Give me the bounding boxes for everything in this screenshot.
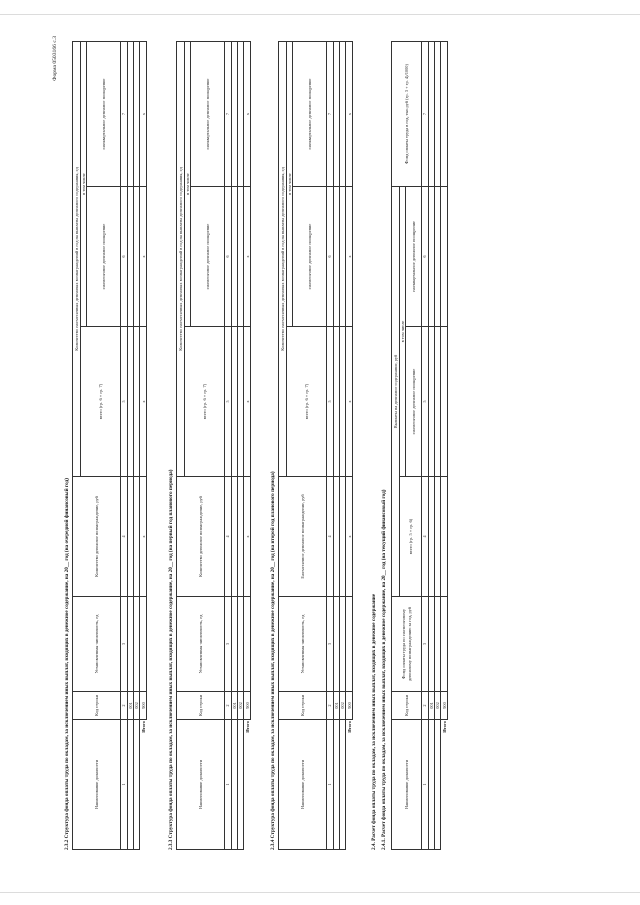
total-staff[interactable] [140, 597, 147, 692]
col-monthly-header: ежемесячное денежное поощрение [293, 187, 327, 327]
row-code: 002 [435, 692, 441, 720]
col-quarter-header: ежеквартальное денежное поощрение [406, 186, 422, 326]
table-233 [176, 41, 251, 850]
total-year[interactable] [441, 41, 448, 186]
col-staff-header: Установленная численность, ед [279, 597, 327, 692]
total-quarter[interactable] [441, 186, 448, 326]
col-code-header: Код строки [177, 692, 225, 720]
col-num: 2 [327, 692, 334, 720]
row-code: 002 [340, 692, 346, 720]
col-incl-header: в том числе [185, 42, 191, 327]
total-x: x [346, 42, 353, 187]
total-x: x [140, 477, 147, 597]
col-pay-header: Выплаты на денежное содержание, руб [392, 186, 400, 596]
total-code: 900 [140, 692, 147, 720]
col-num: 5 [327, 327, 334, 477]
col-code-header: Код строки [392, 692, 422, 720]
form-number: Форма 0503166 с.3 [52, 36, 58, 81]
col-num: 1 [422, 720, 429, 850]
col-total-header: всего (гр. 6 + гр. 7) [287, 327, 327, 477]
row-code: 001 [429, 692, 435, 720]
col-qty-header: Количество ежемесячных денежных вознаграждений в год на выплаты денежного содержания, ед [73, 42, 81, 477]
row-code: 001 [232, 692, 238, 720]
total-monthly[interactable] [441, 327, 448, 477]
col-num: 5 [422, 327, 429, 477]
section-title-232: 2.3.2 Структура фонда оплаты труда по окладам, за исключением иных выплат, входящих в денежное содержание, на 20__ год (на очередной финансовый год) [64, 478, 70, 850]
col-num: 7 [327, 42, 334, 187]
table-234 [278, 41, 353, 850]
col-monthly-header: ежемесячное денежное поощрение [87, 187, 121, 327]
col-name-header: Наименование должности [73, 720, 121, 850]
rotated-form-page [50, 30, 480, 860]
total-x: x [346, 187, 353, 327]
total-total[interactable] [441, 477, 448, 597]
row-code: 001 [334, 692, 340, 720]
total-x: x [346, 327, 353, 477]
section-title-234: 2.3.4 Структура фонда оплаты труда по окладам, за исключением иных выплат, входящих в денежное содержание, на 20__ год (на второй год планового периода) [270, 471, 276, 850]
col-name-header: Наименование должности [279, 720, 327, 850]
col-num: 5 [225, 327, 232, 477]
total-x: x [140, 42, 147, 187]
col-monthly-header: ежемесячное денежное поощрение [406, 327, 422, 477]
section-subtitle-241: 2.4.1. Расчет фонда оплаты труда по окладам, за исключением иных выплат, входящих в денежное содержание, на 20__ год (на текущий финансовый год) [381, 489, 387, 850]
col-num: 7 [121, 42, 128, 187]
col-quarter-header: ежеквартальное денежное поощрение [191, 42, 225, 187]
col-num: 2 [422, 692, 429, 720]
col-num: 1 [225, 720, 232, 850]
col-num: 4 [121, 477, 128, 597]
col-num: 1 [121, 720, 128, 850]
col-num: 6 [422, 186, 429, 326]
col-num: 4 [422, 477, 429, 597]
total-label: Итого [441, 720, 448, 850]
total-code: 900 [441, 692, 448, 720]
col-year-header: Фонд оплаты труда в год, тыс.руб (гр. 3 + гр. 4)/1000) [392, 41, 422, 186]
col-num: 2 [225, 692, 232, 720]
col-num: 3 [225, 597, 232, 692]
row-code: 002 [238, 692, 244, 720]
col-staff-header: Установленная численность, ед [177, 597, 225, 692]
total-x: x [140, 187, 147, 327]
col-num: 6 [327, 187, 334, 327]
col-total-header: всего (гр. 6 + гр. 7) [185, 327, 225, 477]
col-code-header: Код строки [73, 692, 121, 720]
col-name-header: Наименование должности [392, 720, 422, 850]
col-incl-header: в том числе [400, 186, 406, 476]
total-x: x [244, 477, 251, 597]
col-amount-header: Количество денежное вознаграждение, руб [177, 477, 225, 597]
col-total-header: всего (гр. 5 + гр. 6) [400, 477, 422, 597]
col-num: 7 [422, 41, 429, 186]
col-total-header: всего (гр. 6 + гр. 7) [81, 327, 121, 477]
col-num: 6 [225, 187, 232, 327]
section-title-24: 2.4. Расчет фонда оплаты труда по окладам, за исключением иных выплат, входящих в денежное содержание [371, 593, 377, 850]
total-label: Итого [140, 720, 147, 850]
col-code-header: Код строки [279, 692, 327, 720]
col-staff-header: Установленная численность, ед [73, 597, 121, 692]
total-staff[interactable] [346, 597, 353, 692]
total-staff[interactable] [244, 597, 251, 692]
total-row [441, 41, 448, 849]
row-code: 002 [134, 692, 140, 720]
col-incl-header: в том числе [81, 42, 87, 327]
scan-edge-bottom [0, 892, 640, 893]
col-num: 6 [121, 187, 128, 327]
total-label: Итого [346, 720, 353, 850]
col-quarter-header: ежеквартальное денежное поощрение [87, 42, 121, 187]
row-code: 001 [128, 692, 134, 720]
table-232 [72, 41, 147, 850]
total-label: Итого [244, 720, 251, 850]
total-code: 900 [244, 692, 251, 720]
col-num: 3 [327, 597, 334, 692]
col-num: 3 [422, 597, 429, 692]
scan-edge-top [0, 14, 640, 15]
col-num: 1 [327, 720, 334, 850]
col-num: 3 [121, 597, 128, 692]
col-name-header: Наименование должности [177, 720, 225, 850]
total-x: x [244, 42, 251, 187]
total-fund[interactable] [441, 597, 448, 692]
col-fund-header: Фонд оплаты труда по ежемесячному денежному вознаграждению за год, руб [392, 597, 422, 692]
total-x: x [346, 477, 353, 597]
section-title-233: 2.3.3 Структура фонда оплаты труда по окладам, за исключением иных выплат, входящих в денежное содержание, на 20__ год (на первый год планового периода) [168, 469, 174, 850]
col-amount-header: Количество денежное вознаграждение, руб [73, 477, 121, 597]
total-row [244, 42, 251, 850]
total-x: x [244, 327, 251, 477]
total-x: x [244, 187, 251, 327]
table-241 [391, 41, 448, 850]
col-num: 5 [121, 327, 128, 477]
col-num: 4 [225, 477, 232, 597]
col-incl-header: в том числе [287, 42, 293, 327]
col-qty-header: Количество ежемесячных денежных вознаграждений в год на выплаты денежного содержания, ед [279, 42, 287, 477]
col-monthly-header: ежемесячное денежное поощрение [191, 187, 225, 327]
total-code: 900 [346, 692, 353, 720]
total-row [346, 42, 353, 850]
col-quarter-header: ежеквартальное денежное поощрение [293, 42, 327, 187]
col-num: 7 [225, 42, 232, 187]
col-num: 4 [327, 477, 334, 597]
col-amount-header: Ежемесячное денежное вознаграждение, руб [279, 477, 327, 597]
total-row [140, 42, 147, 850]
col-num: 2 [121, 692, 128, 720]
total-x: x [140, 327, 147, 477]
col-qty-header: Количество ежемесячных денежных вознаграждений в год на выплаты денежного содержания, ед [177, 42, 185, 477]
